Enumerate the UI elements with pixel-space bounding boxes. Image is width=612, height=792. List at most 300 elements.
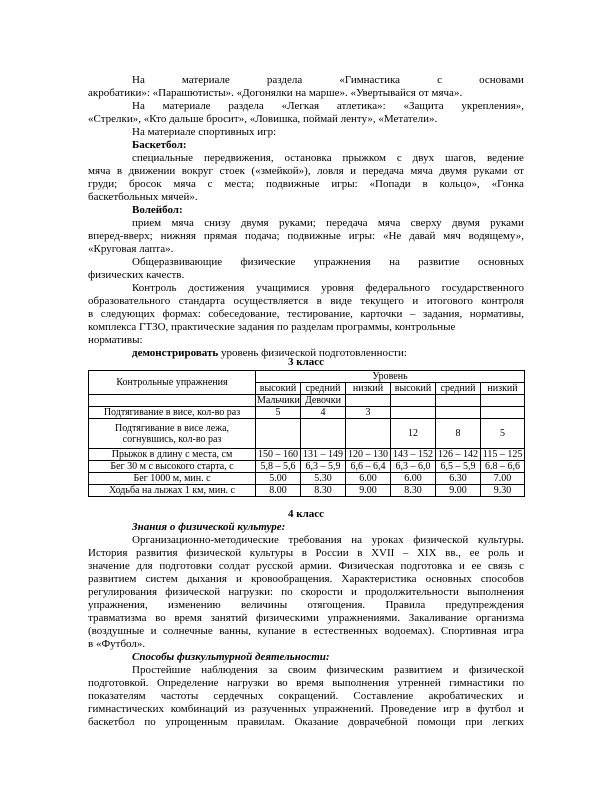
word: по <box>144 716 156 728</box>
word: контроля <box>481 295 524 307</box>
word: по <box>512 677 524 689</box>
word: и <box>452 664 459 676</box>
paragraph-line: в «Футбол». <box>88 638 146 650</box>
word: из <box>234 703 245 715</box>
word: «Не <box>382 230 402 242</box>
paragraph-line: «Круговая лапта». <box>88 243 174 255</box>
word: комбинаций <box>170 703 228 715</box>
word: доврачебной <box>348 716 408 728</box>
word: (воздушные <box>88 625 145 637</box>
word: На <box>132 100 145 112</box>
table-cell: 5 <box>256 407 301 419</box>
word: материале <box>162 100 211 112</box>
word: ее <box>469 547 480 559</box>
boys-label: Мальчики <box>257 395 300 406</box>
paragraph-line <box>88 690 524 703</box>
word: прием <box>132 217 162 229</box>
empty-cell <box>436 395 481 407</box>
word: роль <box>487 547 510 559</box>
word: физической <box>468 664 524 676</box>
word: на <box>351 534 363 546</box>
word: и <box>150 625 157 637</box>
word: укрепления», <box>461 100 524 112</box>
word: значение <box>88 560 130 572</box>
word: мяч <box>443 230 461 242</box>
word: сокращений. <box>278 690 339 702</box>
word: раздела <box>266 74 303 86</box>
word: ее <box>471 560 482 572</box>
word: движении <box>128 165 176 177</box>
word: показателям <box>88 690 146 702</box>
word: материале <box>181 74 230 86</box>
empty-cell <box>391 395 436 407</box>
paragraph-line <box>132 217 524 230</box>
table-cell: 7.00 <box>481 473 525 485</box>
word: физическими <box>255 612 319 624</box>
table-cell: 143 – 152 <box>391 449 436 461</box>
word: русской <box>256 560 294 572</box>
word: мяча <box>171 217 194 229</box>
word: нижняя <box>160 230 196 242</box>
word: «Попади <box>369 178 411 190</box>
word: игр <box>443 703 460 715</box>
table-cell: 3 <box>346 407 391 419</box>
table-cell: 6.30 <box>436 473 481 485</box>
empty-cell <box>346 395 391 407</box>
word: вокруг <box>181 165 214 177</box>
empty-cell <box>481 395 525 407</box>
word: продолжительности <box>365 586 459 598</box>
volleyball-heading: Волейбол: <box>132 204 183 216</box>
word: акробатических <box>428 690 503 702</box>
table-row <box>89 461 525 473</box>
word: уровня <box>321 282 354 294</box>
word: Проведение <box>380 703 437 715</box>
word: мяча <box>173 178 196 190</box>
word: по <box>281 586 293 598</box>
word: своим <box>287 664 317 676</box>
word: «Защита <box>403 100 444 112</box>
word: водящему», <box>468 230 524 242</box>
word: во <box>155 612 166 624</box>
table-cell: 6.00 <box>346 473 391 485</box>
paragraph-line: акробатики»: «Парашютисты». «Догонялки на марше». «Увертывайся от мяча». <box>88 87 463 99</box>
row-label: Подтягивание в висе, кол-во раз <box>89 407 256 419</box>
word: основами <box>479 74 524 86</box>
word: частоты <box>160 690 199 702</box>
word: ловля <box>317 165 344 177</box>
word: и <box>350 165 357 177</box>
word: Характеристика <box>341 573 417 585</box>
word: ванны, <box>219 625 252 637</box>
word: время <box>174 612 202 624</box>
word: образовательного <box>88 295 171 307</box>
word: мяча <box>88 165 111 177</box>
word: упражнениями. <box>327 612 401 624</box>
word: осуществляется <box>233 295 309 307</box>
word: от <box>513 165 524 177</box>
word: систем <box>145 573 178 585</box>
word: в <box>116 165 123 177</box>
word: атлетика»: <box>336 100 386 112</box>
word: физическим <box>326 664 384 676</box>
word: шагов, <box>444 152 477 164</box>
table-row <box>89 485 525 497</box>
paragraph-line: комплекса ГТЗО, практические задания по разделам программы, контрольные <box>88 321 456 333</box>
word: и <box>235 573 242 585</box>
word: развитием <box>393 664 443 676</box>
row-label: Бег 1000 м, мин. с <box>89 473 256 485</box>
header-exercises: Контрольные упражнения <box>89 371 256 395</box>
word: подготовкой. <box>88 677 149 689</box>
word: кольцо», <box>439 178 480 190</box>
word: и <box>517 703 524 715</box>
word: XIX <box>416 547 437 559</box>
word: физической <box>165 586 221 598</box>
word: федерального <box>365 282 430 294</box>
word: игры: <box>348 230 376 242</box>
word: развития <box>136 547 178 559</box>
girls-label: Девочки <box>301 395 346 407</box>
paragraph-line <box>88 547 524 560</box>
paragraph-line <box>132 534 524 547</box>
word: передача <box>326 217 368 229</box>
word: скорости <box>300 586 343 598</box>
word: Спортивная <box>440 625 497 637</box>
word: «Гонка <box>491 178 524 190</box>
word: разученных <box>251 703 307 715</box>
word: задания, <box>422 308 463 320</box>
level-cell: низкий <box>346 383 391 395</box>
word: физической <box>413 534 469 546</box>
word: стоек <box>219 165 245 177</box>
word: мяча <box>410 165 433 177</box>
word: собеседование, <box>208 308 280 320</box>
word: солдат <box>218 560 250 572</box>
word: в <box>316 295 322 307</box>
word: и <box>458 560 465 572</box>
word: Правила <box>385 599 426 611</box>
word: в <box>301 625 308 637</box>
knowledge-heading: Знания о физической культуре: <box>132 521 286 533</box>
paragraph-line <box>88 295 524 308</box>
paragraph-line <box>88 625 524 638</box>
word: Контроль <box>132 282 177 294</box>
word: и <box>350 586 357 598</box>
word: («змейкой»), <box>251 165 311 177</box>
paragraph-line <box>88 573 524 586</box>
table-row <box>89 407 525 419</box>
word: армии. <box>299 560 332 572</box>
word: вв., <box>445 547 462 559</box>
paragraph-line <box>88 178 524 191</box>
word: физической <box>186 547 242 559</box>
table-cell: 120 – 130 <box>346 449 391 461</box>
paragraph-line <box>132 664 524 677</box>
basketball-heading: Баскетбол: <box>132 139 187 151</box>
word: двух <box>412 152 435 164</box>
word: руками <box>490 217 524 229</box>
row-label: Подтягивание в висе лежа, согнувшись, кол-во раз <box>89 419 256 449</box>
word: «Легкая <box>281 100 320 112</box>
word: Составление <box>353 690 414 702</box>
paragraph-line <box>88 560 524 573</box>
table-cell: 9.00 <box>436 485 481 497</box>
word: и <box>518 690 524 702</box>
word: тестирование, <box>286 308 353 320</box>
word: текущего <box>360 295 404 307</box>
paragraph-line <box>88 703 524 716</box>
word: двумя <box>240 217 269 229</box>
word: и <box>412 295 419 307</box>
table-row <box>89 449 525 461</box>
word: для <box>136 560 153 572</box>
table-cell: 5.00 <box>256 473 301 485</box>
word: развитие <box>418 256 460 268</box>
word: руками; <box>278 217 316 229</box>
table-cell <box>256 419 301 449</box>
paragraph-line <box>88 716 524 729</box>
paragraph-line <box>132 74 524 87</box>
word: снизу <box>204 217 231 229</box>
table-cell <box>346 419 391 449</box>
word: футбол <box>477 703 512 715</box>
word: правилам. <box>237 716 285 728</box>
table-row <box>89 419 525 449</box>
word: культуры <box>249 547 294 559</box>
empty-cell <box>89 395 256 407</box>
level-cell: низкий <box>481 383 525 395</box>
row-label: Ходьба на лыжах 1 км, мин. с <box>89 485 256 497</box>
word: естественных <box>313 625 378 637</box>
table-cell: 6.8 – 6,6 <box>481 461 525 473</box>
word: «Гимнастика <box>339 74 401 86</box>
word: Организационно-методические <box>132 534 279 546</box>
word: с <box>519 560 524 572</box>
table-row <box>89 473 525 485</box>
word: и <box>517 547 524 559</box>
word: Физическая <box>338 560 394 572</box>
paragraph-line <box>88 165 524 178</box>
word: купание <box>257 625 296 637</box>
table-cell <box>391 407 436 419</box>
word: утренней <box>397 677 441 689</box>
paragraph-line <box>132 282 524 295</box>
word: развитием <box>88 573 137 585</box>
demo-bold-word: демонстрировать <box>132 347 219 359</box>
table-cell: 9.00 <box>346 485 391 497</box>
word: Простейшие <box>132 664 191 676</box>
word: формах: <box>162 308 201 320</box>
paragraph-line <box>132 256 524 269</box>
word: Определение <box>156 677 219 689</box>
word: с <box>207 178 213 190</box>
level-cell: высокий <box>391 383 436 395</box>
table-gender-row <box>89 395 525 407</box>
paragraph-line: физических качеств. <box>88 269 185 281</box>
word: следующих <box>100 308 155 320</box>
word: кровообращения. <box>250 573 333 585</box>
paragraph-line <box>88 599 524 612</box>
word: История <box>88 547 128 559</box>
word: передача <box>362 165 404 177</box>
demo-rest: уровень физической подготовленности: <box>218 347 407 359</box>
word: Общеразвивающие <box>132 256 223 268</box>
header-level: Уровень <box>256 371 525 383</box>
word: основных <box>477 256 524 268</box>
table-cell: 8 <box>436 419 481 449</box>
word: выполнения <box>332 677 390 689</box>
word: прыжком <box>342 152 386 164</box>
word: мяча <box>377 217 401 229</box>
paragraph-line: баскетбольных мячей». <box>88 191 198 203</box>
word: Закаливание <box>408 612 468 624</box>
paragraph-line: нормативы: <box>88 334 143 346</box>
word: помощи <box>417 716 456 728</box>
table-cell: 5 <box>481 419 525 449</box>
table-cell: 126 – 142 <box>436 449 481 461</box>
word: итогового <box>426 295 473 307</box>
grade4-title: 4 класс <box>287 508 325 520</box>
table-cell: 4 <box>301 407 346 419</box>
word: водоемах). <box>384 625 435 637</box>
word: занятий <box>210 612 248 624</box>
word: связь <box>488 560 513 572</box>
table-cell: 6.00 <box>391 473 436 485</box>
word: сверху <box>410 217 442 229</box>
table-cell: 6,3 – 6,0 <box>391 461 436 473</box>
table-header-row <box>89 371 525 383</box>
word: гимнастики <box>449 677 505 689</box>
word: подвижные <box>287 230 341 242</box>
word: бросок <box>129 178 162 190</box>
word: предупреждения <box>445 599 524 611</box>
word: подготовки <box>159 560 213 572</box>
word: двумя <box>451 217 480 229</box>
word: учащимися <box>256 282 310 294</box>
word: уроках <box>371 534 404 546</box>
word: отягощения. <box>307 599 366 611</box>
word: физические <box>240 256 296 268</box>
word: достижения <box>188 282 245 294</box>
word: карточки <box>360 308 403 320</box>
word: вперед-вверх; <box>88 230 153 242</box>
word: при <box>465 716 483 728</box>
table-cell: 115 – 125 <box>481 449 525 461</box>
word: баскетбол <box>88 716 135 728</box>
word: в <box>422 178 428 190</box>
word: игры: <box>331 178 358 190</box>
word: в <box>357 547 363 559</box>
word: упражнений. <box>313 703 374 715</box>
row-label: Прыжок в длину с места, см <box>89 449 256 461</box>
word: подача; <box>244 230 280 242</box>
word: России <box>315 547 349 559</box>
level-cell: средний <box>301 383 346 395</box>
table-cell <box>301 419 346 449</box>
word: Оказание <box>294 716 339 728</box>
word: травматизма <box>88 612 147 624</box>
paragraph-line <box>88 612 524 625</box>
table-cell <box>481 407 525 419</box>
row-label: Бег 30 м с высокого старта, с <box>89 461 256 473</box>
word: нагрузки: <box>228 586 274 598</box>
word: виде <box>330 295 352 307</box>
word: специальные <box>132 152 194 164</box>
word: места; <box>224 178 255 190</box>
table-cell: 8.30 <box>391 485 436 497</box>
word: с <box>396 152 402 164</box>
word: солнечные <box>162 625 213 637</box>
table-cell: 6,3 – 5,9 <box>301 461 346 473</box>
level-cell: средний <box>436 383 481 395</box>
table-cell: 12 <box>391 419 436 449</box>
word: время <box>296 677 324 689</box>
word: – <box>402 547 409 559</box>
paragraph-line <box>132 100 524 113</box>
word: в <box>301 547 307 559</box>
table-cell: 9.30 <box>481 485 525 497</box>
paragraph-line: На материале спортивных игр: <box>132 126 277 138</box>
word: изменению <box>168 599 221 611</box>
paragraph-line <box>88 230 524 243</box>
table-cell: 8.00 <box>256 485 301 497</box>
word: требования <box>288 534 342 546</box>
word: передвижения, <box>203 152 274 164</box>
level-cell: высокий <box>256 383 301 395</box>
word: руками <box>473 165 508 177</box>
word: государственного <box>441 282 524 294</box>
word: подвижные <box>266 178 320 190</box>
word: нагрузки <box>226 677 269 689</box>
word: На <box>132 74 145 86</box>
table-cell: 6,5 – 5,9 <box>436 461 481 473</box>
word: нормативы, <box>469 308 524 320</box>
word: упражнения, <box>88 599 148 611</box>
table-cell <box>436 407 481 419</box>
word: остановка <box>284 152 332 164</box>
table-cell: 5.30 <box>301 473 346 485</box>
standards-table <box>88 370 525 497</box>
word: на <box>389 256 400 268</box>
table-cell: 5,8 – 5,6 <box>256 461 301 473</box>
table-cell: 8.30 <box>301 485 346 497</box>
word: игра <box>503 625 524 637</box>
table-cell: 6,6 – 6,4 <box>346 461 391 473</box>
word: стандарта <box>178 295 225 307</box>
word: ведение <box>486 152 524 164</box>
word: легких <box>492 716 524 728</box>
table-cell: 150 – 160 <box>256 449 301 461</box>
paragraph-line: «Стрелки», «Кто дальше бросит», «Ловишка, поймай ленту», «Метатели». <box>88 113 438 125</box>
word: подготовка <box>400 560 453 572</box>
word: дыхания <box>186 573 227 585</box>
word: прямая <box>203 230 238 242</box>
word: регулирования <box>88 586 158 598</box>
word: XVII <box>371 547 395 559</box>
word: во <box>277 677 288 689</box>
word: наблюдения <box>201 664 258 676</box>
word: с <box>437 74 443 86</box>
table-cell: 131 – 149 <box>301 449 346 461</box>
word: двумя <box>439 165 468 177</box>
paragraph-line <box>88 677 524 690</box>
word: гимнастических <box>88 703 165 715</box>
word: культуры. <box>477 534 524 546</box>
word: в <box>465 703 471 715</box>
paragraph-line <box>132 152 524 165</box>
word: сердечных <box>213 690 264 702</box>
